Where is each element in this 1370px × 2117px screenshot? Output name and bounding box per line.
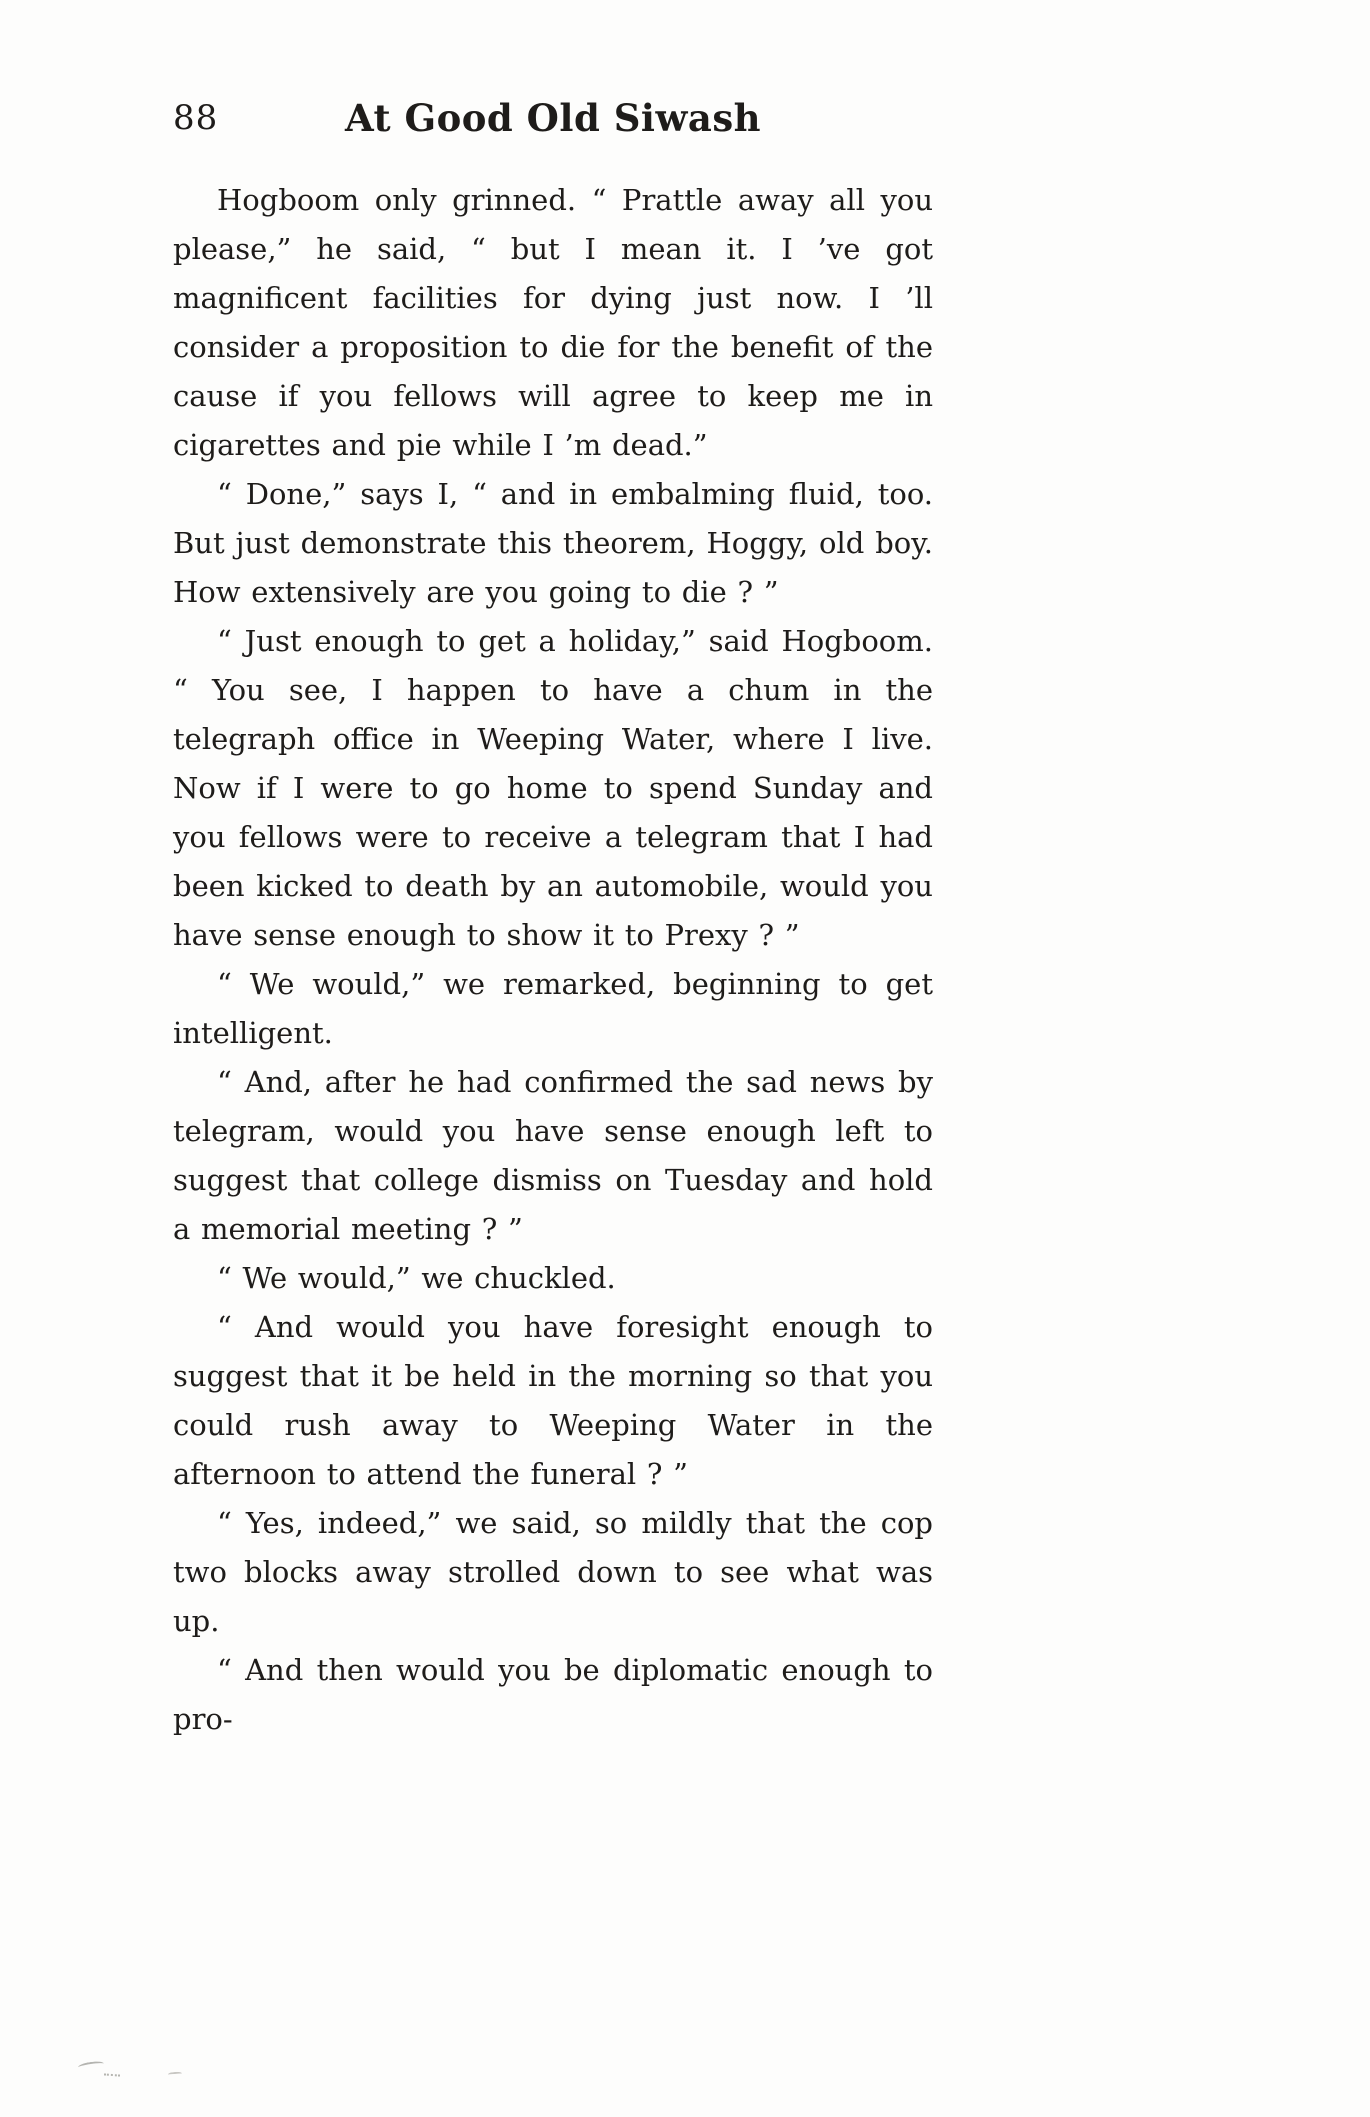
text-block [173, 96, 933, 1744]
running-title: At Good Old Siwash [344, 96, 762, 140]
paragraph: “ We would,” we chuckled. [217, 1261, 616, 1295]
scan-smudge [168, 2072, 182, 2078]
page-header [173, 96, 933, 148]
paragraph: “ Yes, indeed,” we said, so mildly that the cop two blocks away strolled down to see what was up. [173, 1506, 933, 1638]
paragraph: “ And then would you be diplomatic enough to pro- [173, 1653, 933, 1736]
paragraph: “ We would,” we remarked, beginning to get intelligent. [173, 967, 933, 1050]
scan-smudge [78, 2060, 105, 2071]
paragraph: “ Done,” says I, “ and in embalming fluid, too. But just demonstrate this theorem, Hoggy, old boy. How extensively are you going to die ? ” [173, 477, 933, 609]
paragraph: “ And would you have foresight enough to suggest that it be held in the morning so that you could rush away to Weeping Water in the afternoon to attend the funeral ? ” [173, 1310, 933, 1491]
page-number: 88 [173, 98, 219, 138]
paragraph: “ And, after he had confirmed the sad news by telegram, would you have sense enough left to suggest that college dismiss on Tuesday and hold a memorial meeting ? ” [173, 1065, 933, 1246]
scan-smudge [104, 2069, 120, 2076]
paragraph: Hogboom only grinned. “ Prattle away all you please,” he said, “ but I mean it. I ’ve got magnificent facilities for dying just now. I ’ll consider a proposition to die for the benefit of the cause if you fellows will agree to keep me in cigarettes and pie while I ’m dead.” [173, 183, 933, 462]
paragraph: “ Just enough to get a holiday,” said Hogboom. “ You see, I happen to have a chum in the telegraph office in Weeping Water, where I live. Now if I were to go home to spend Sunday and you fellows were to receive a telegram that I had been kicked to death by an automobile, would you have sense enough to show it to Prexy ? ” [173, 624, 933, 952]
page-body [173, 176, 933, 1744]
